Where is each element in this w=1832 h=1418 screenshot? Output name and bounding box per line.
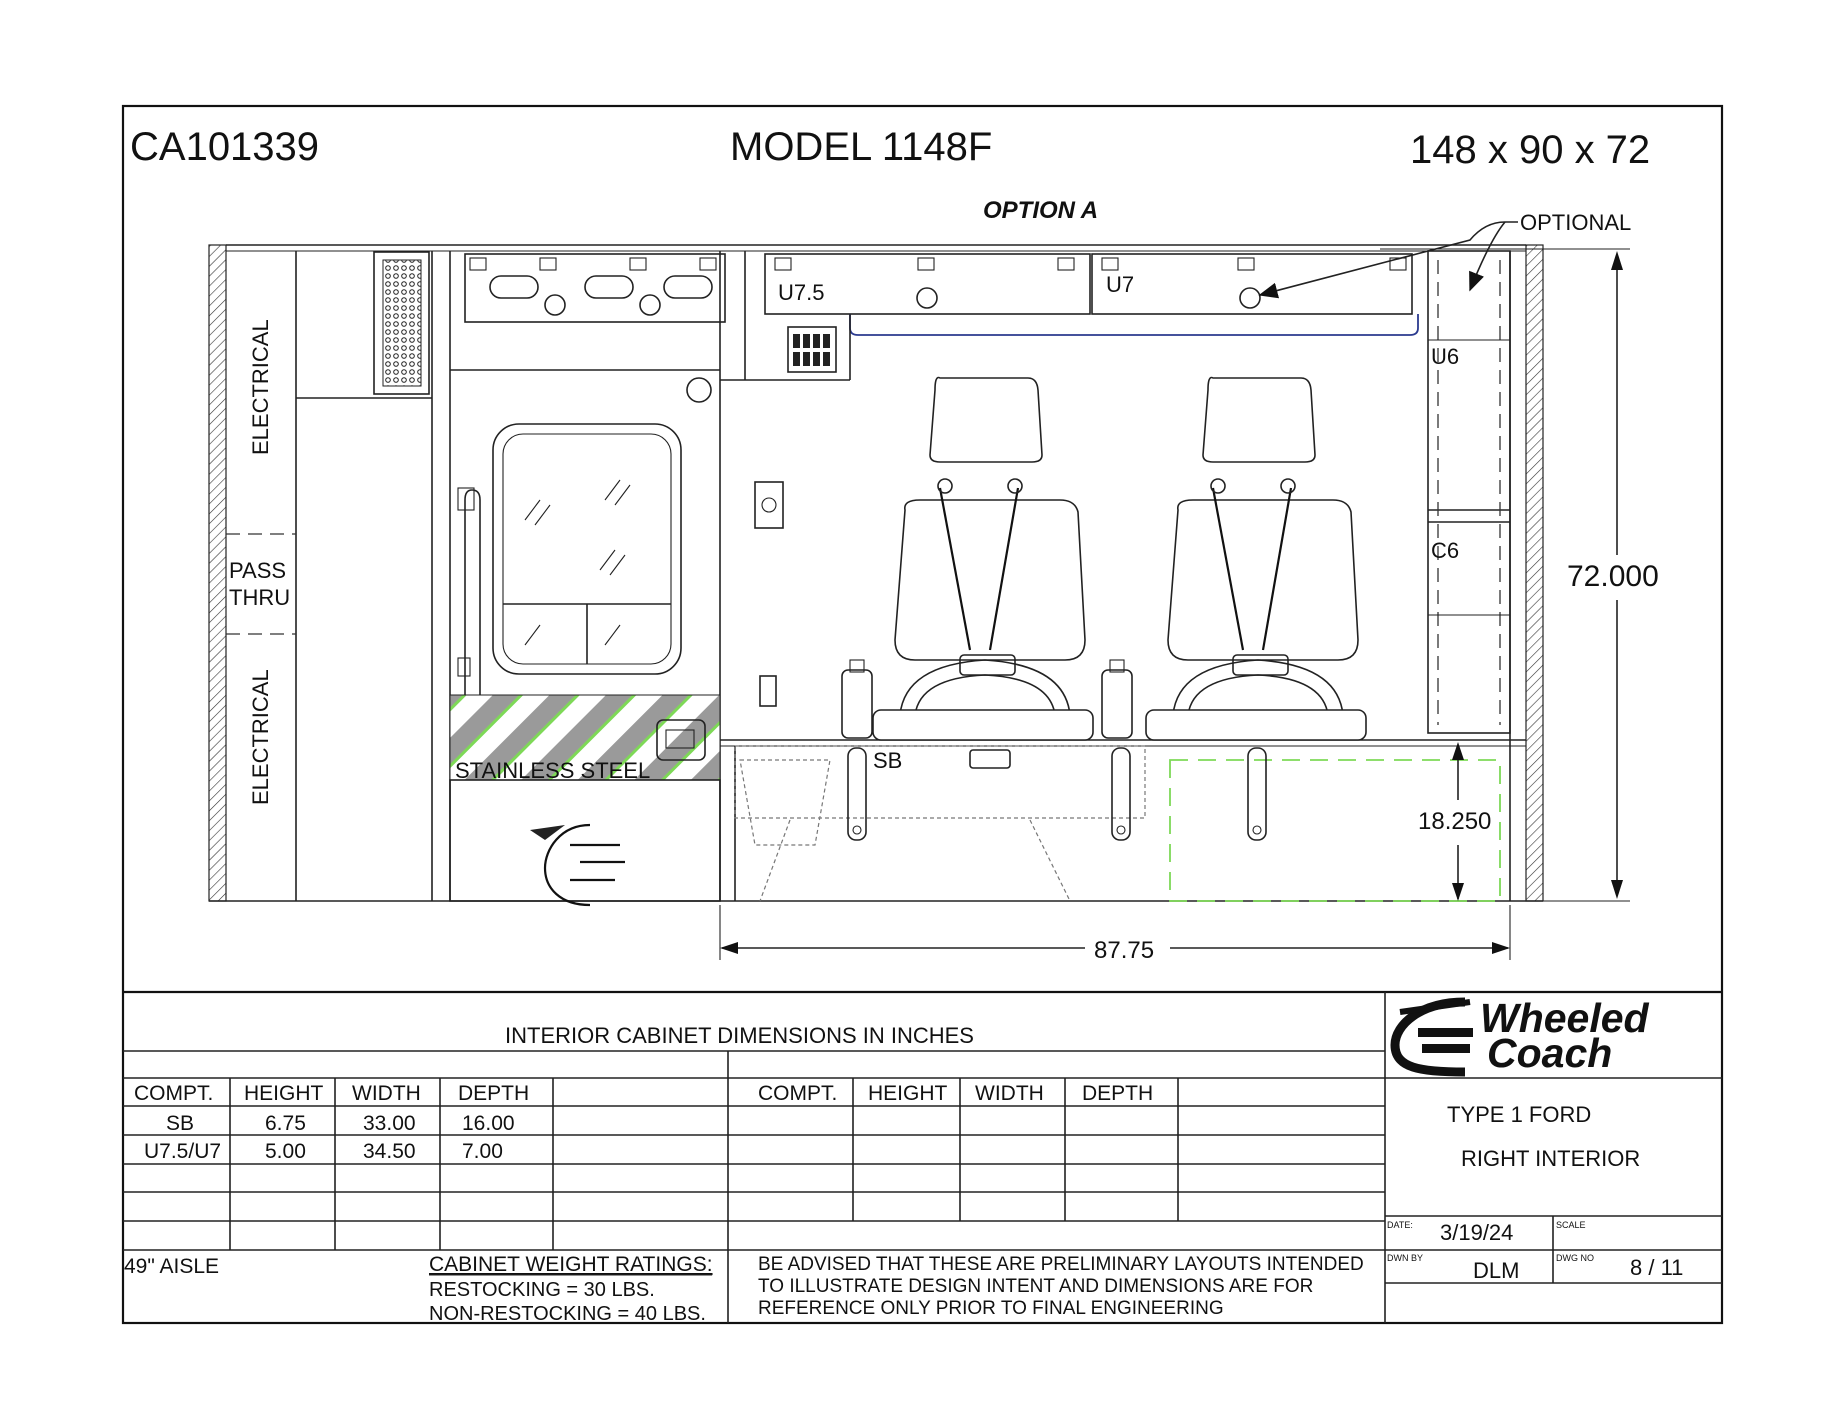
row-sb-compt: SB [166,1112,195,1135]
row-sb-width: 33.00 [363,1112,416,1135]
row-u7-height: 5.00 [265,1140,306,1163]
row-u7-depth: 7.00 [462,1140,503,1163]
cabinet-u75-label: U7.5 [778,280,825,305]
seat-right-back [1168,500,1358,660]
hdr-width-right: WIDTH [975,1082,1044,1105]
date-value: 3/19/24 [1440,1220,1514,1245]
row-sb-height: 6.75 [265,1112,306,1135]
bench-straps [848,748,1266,840]
seat-left-cushion [873,710,1093,740]
seat-right [1102,378,1366,741]
seat-left-back [895,500,1085,660]
scale-label: SCALE [1556,1220,1586,1230]
sb-storage-dashed [735,746,1145,818]
vehicle-type: TYPE 1 FORD [1447,1102,1592,1127]
optional-arrow-u6 [1470,222,1505,290]
cabinet-table-title: INTERIOR CABINET DIMENSIONS IN INCHES [505,1023,974,1048]
hdr-compt-left: COMPT. [134,1082,214,1105]
pass-thru-label-1: PASS [229,558,287,583]
cabinet-u6-c6 [1428,251,1510,733]
cabinet-hinges [470,258,1406,270]
hdr-depth-left: DEPTH [458,1082,530,1105]
aisle-note: 49" AISLE [124,1255,220,1278]
wall-outlet [755,482,783,528]
optional-arrow-u7 [1260,222,1518,295]
u7-latch [1240,288,1260,308]
logo-wheeled: Wheeled [1480,995,1649,1041]
interior-elevation [209,210,1659,964]
model-title: MODEL 1148F [730,125,993,169]
cabinet-u7 [1092,254,1412,314]
electrical-lower-label: ELECTRICAL [248,669,273,805]
glass-reflection-marks [525,480,630,645]
sb-latch [970,750,1010,768]
door-lock-knob [687,378,711,402]
hdr-height-right: HEIGHT [868,1082,948,1105]
advisory-line-1: BE ADVISED THAT THESE ARE PRELIMINARY LAYOUTS INTENDED [758,1254,1364,1275]
dwg-no-value: 8 / 11 [1630,1255,1684,1280]
wall-switch [760,676,776,706]
restocking-rating: RESTOCKING = 30 LBS. [429,1279,655,1301]
cabinet-u6-label: U6 [1431,344,1460,369]
option-label: OPTION A [983,197,1099,224]
pass-thru-label-2: THRU [229,585,291,610]
drawn-by-value: DLM [1473,1258,1520,1283]
drawing-id: CA101339 [130,125,320,169]
logo-coach: Coach [1487,1030,1613,1076]
door-upper-cabinet [465,254,725,322]
optional-label: OPTIONAL [1520,210,1632,235]
left-wall [209,245,226,901]
seat-right-cushion [1146,710,1366,740]
dwg-no-label: DWG NO [1556,1253,1594,1263]
vent-grille [383,260,421,386]
weight-ratings-title: CABINET WEIGHT RATINGS: [429,1253,713,1276]
waste-bin-outline [740,760,830,845]
size-label: 148 x 90 x 72 [1410,128,1651,172]
right-wall [1526,245,1543,901]
seat-left-headrest [930,378,1042,463]
date-label: DATE: [1387,1220,1413,1230]
wheeled-coach-logo [1395,995,1650,1076]
cabinet-c6-label: C6 [1431,538,1460,563]
cabinet-light-strip [850,314,1418,335]
cabinet-sb-label: SB [873,748,903,773]
u75-latch [917,288,937,308]
electrical-upper-label: ELECTRICAL [248,319,273,455]
row-u7-width: 34.50 [363,1140,416,1163]
cabinet-u7-label: U7 [1106,272,1135,297]
seat-right-headrest [1203,378,1315,463]
bench-height-dimension: 18.250 [1418,808,1492,835]
advisory-line-3: REFERENCE ONLY PRIOR TO FINAL ENGINEERING [758,1298,1224,1319]
advisory-line-2: TO ILLUSTRATE DESIGN INTENT AND DIMENSIONS ARE FOR [758,1276,1314,1297]
stainless-steel-label: STAINLESS STEEL [455,758,651,783]
hdr-compt-right: COMPT. [758,1082,838,1105]
title-block [123,992,1722,1325]
hdr-height-left: HEIGHT [244,1082,324,1105]
height-dimension: 72.000 [1567,560,1659,593]
door-logo-icon [530,825,625,905]
drawn-by-label: DWN BY [1387,1253,1423,1263]
view-name: RIGHT INTERIOR [1461,1146,1641,1171]
seat-left [842,378,1093,741]
hdr-depth-right: DEPTH [1082,1082,1154,1105]
row-sb-depth: 16.00 [462,1112,515,1135]
row-u7-compt: U7.5/U7 [144,1140,222,1163]
width-dimension: 87.75 [1094,937,1155,964]
non-restocking-rating: NON-RESTOCKING = 40 LBS. [429,1303,706,1325]
hdr-width-left: WIDTH [352,1082,421,1105]
